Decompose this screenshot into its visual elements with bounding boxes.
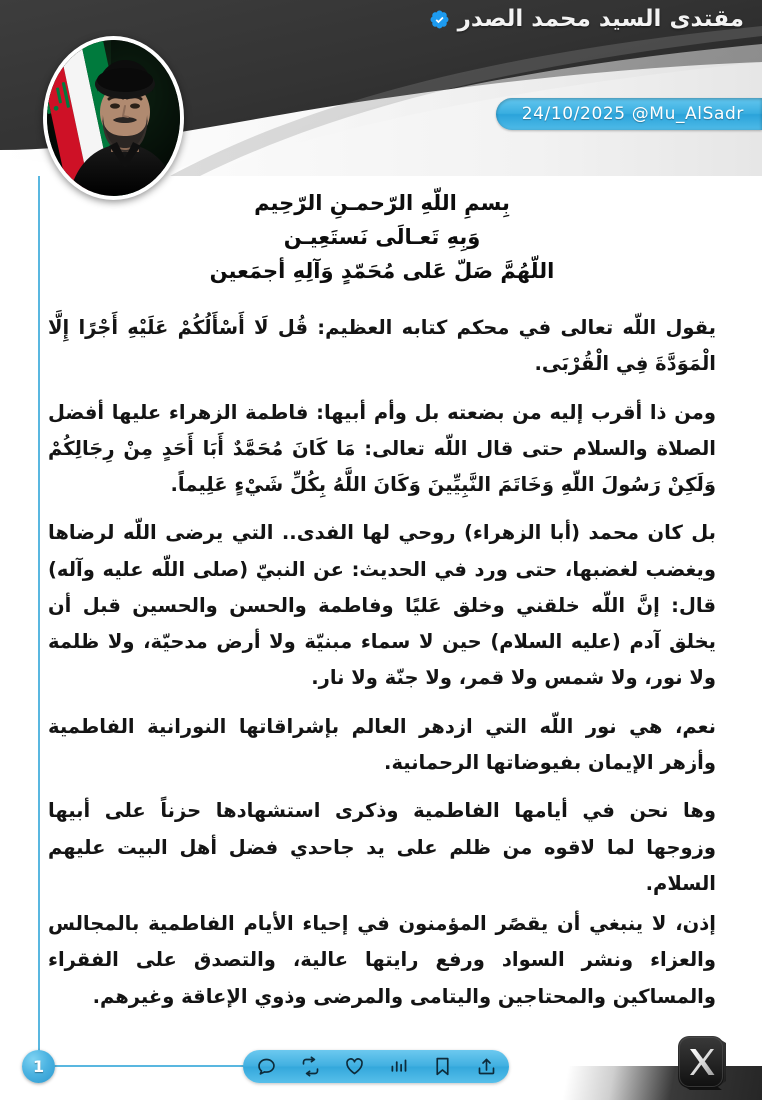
share-icon[interactable] (474, 1055, 498, 1079)
date-handle-badge (496, 98, 762, 130)
reply-icon[interactable] (254, 1055, 278, 1079)
basmala-line-2: وَبِهِ تَعـالَى نَستَعِيـن (283, 225, 481, 250)
paragraph-2: ومن ذا أقرب إليه من بضعته بل وأم أبيها: فاطمة الزهراء عليها أفضل الصلاة والسلام حتى قال اللّه تعالى: مَا كَانَ مُحَمَّدٌ أَبَا أَحَدٍ مِنْ رِجَالِكُمْ وَلَكِنْ رَسُولَ اللّهِ وَخَاتَمَ النَّبِيِّينَ وَكَانَ اللَّهُ بِكُلِّ شَيْءٍ عَلِيماً. (48, 400, 716, 497)
paragraph-3: بل كان محمد (أبا الزهراء) روحي لها الفدى.. التي يرضى اللّه لرضاها ويغضب لغضبها، حتى ورد في الحديث: عن النبيّ (صلى اللّه عليه وآله) قال: إنَّ اللّه خلقني وخلق عَليًا وفاطمة والحسن والحسين قبل أن يخلق آدم (عليه السلام) حين لا سماء مبنيّة ولا أرض مدحيّة، ولا ظلمة ولا نور، ولا شمس ولا قمر، ولا جنّة ولا نار. (48, 521, 716, 690)
page-number-badge (22, 1050, 55, 1083)
paragraph-5: وها نحن في أيامها الفاطمية وذكرى استشهادها حزناً على أبيها وزوجها لما لاقوه من ظلم على يد جاحدي فضل أهل البيت عليهم السلام. (48, 799, 716, 895)
basmala-line-3: اللّهُمَّ صَلّ عَلى مُحَمّدٍ وَآلِهِ أجمَعين (209, 259, 555, 284)
basmala-heading (48, 186, 716, 288)
account-brand (429, 6, 744, 34)
post-body (48, 186, 716, 1027)
account-name: مقتدى السيد محمد الصدر (457, 6, 744, 32)
x-logo (668, 1032, 738, 1096)
bookmark-icon[interactable] (430, 1055, 454, 1079)
basmala-line-1: بِسمِ اللّهِ الرّحمـنِ الرّحِيم (254, 191, 510, 215)
analytics-icon[interactable] (386, 1055, 410, 1079)
avatar (43, 36, 184, 200)
timeline-rail-horizontal (38, 1065, 253, 1067)
paragraph-6: إذن، لا ينبغي أن يقصًر المؤمنون في إحياء الأيام الفاطمية بالمجالس والعزاء ونشر السواد ورفع رايتها عالية، والتصدق على الفقراء والمساكين والمحتاجين واليتامى والمرضى وذوي الإعاقة وغيرهم. (48, 912, 716, 1008)
post-action-bar[interactable] (243, 1050, 509, 1083)
date-handle-text: 24/10/2025 @Mu_AlSadr (521, 104, 744, 124)
retweet-icon[interactable] (298, 1055, 322, 1079)
verified-badge-icon (429, 9, 450, 30)
timeline-rail (38, 176, 40, 1066)
page-number-text: 1 (32, 1056, 45, 1076)
heart-icon[interactable] (342, 1055, 366, 1079)
paragraph-4: نعم، هي نور اللّه التي ازدهر العالم بإشراقاتها النورانية الفاطمية وأزهر الإيمان بفيوضاتها الرحمانية. (48, 714, 716, 774)
paragraph-1: يقول اللّه تعالى في محكم كتابه العظيم: قُل لَا أَسْأَلُكُمْ عَلَيْهِ أَجْرًا إِلَّا الْمَوَدَّةَ فِي الْقُرْبَى. (48, 316, 716, 376)
